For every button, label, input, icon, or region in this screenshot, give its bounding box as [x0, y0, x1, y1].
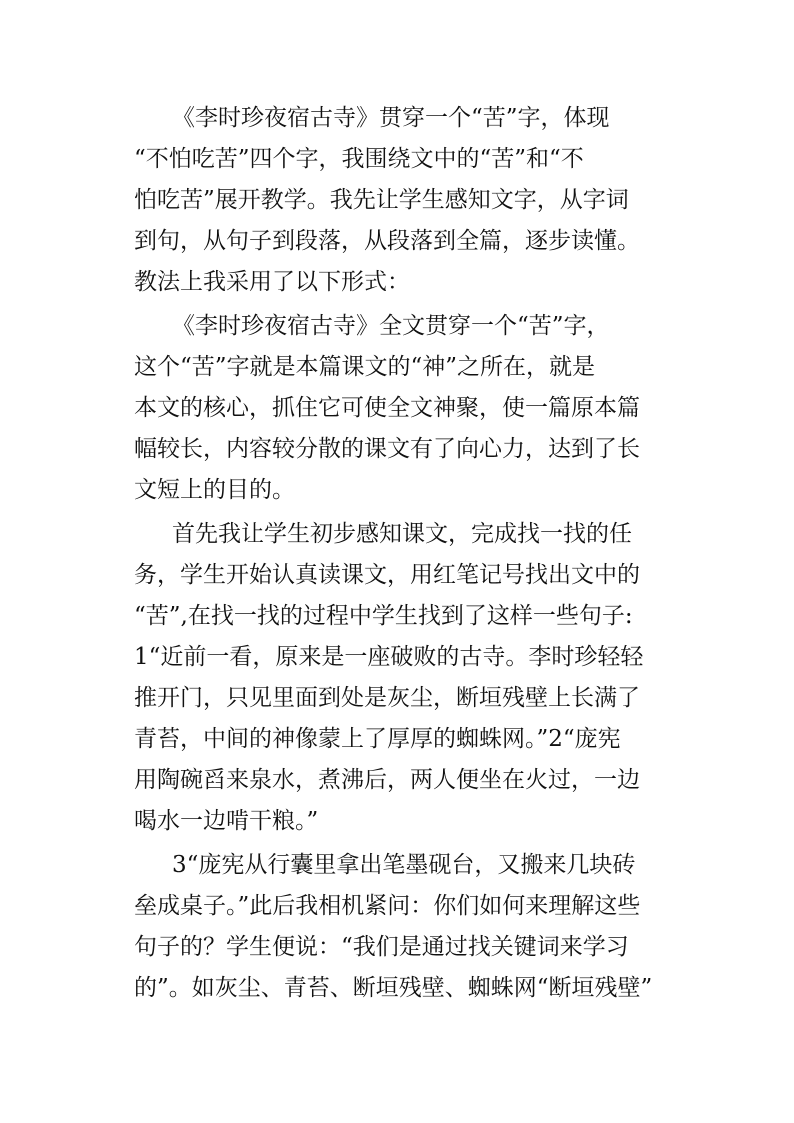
paragraph-1-line-2: “不怕吃苦”四个字，我围绕文中的“苦”和“不 — [134, 146, 584, 172]
paragraph-2-line-2: 这个“苦”字就是本篇课文的“神”之所在，就是 — [134, 354, 596, 380]
paragraph-3-line-6: 青苔，中间的神像蒙上了厚厚的蜘蛛网。”2“庞宪 — [134, 726, 621, 752]
paragraph-4-line-3: 句子的？学生便说：“我们是通过找关键词来学习 — [134, 934, 629, 960]
paragraph-3-line-3: “苦”,在找一找的过程中学生找到了这样一些句子: — [134, 603, 633, 629]
paragraph-4-line-1: 3“庞宪从行囊里拿出笔墨砚台，又搬来几块砖 — [172, 852, 636, 878]
paragraph-1-line-1: 《李时珍夜宿古寺》贯穿一个“苦”字，体现 — [172, 105, 610, 131]
paragraph-1-line-3: 怕吃苦”展开教学。我先让学生感知文字，从字词 — [134, 187, 629, 213]
paragraph-1-line-4: 到句，从句子到段落，从段落到全篇，逐步读懂。 — [134, 228, 640, 254]
paragraph-3-line-1: 首先我让学生初步感知课文，完成找一找的任 — [172, 521, 632, 547]
paragraph-2-line-3: 本文的核心，抓住它可使全文神聚，使一篇原本篇 — [134, 395, 640, 421]
paragraph-3-line-7: 用陶碗舀来泉水，煮沸后，两人便坐在火过，一边 — [134, 767, 640, 793]
paragraph-1-line-5: 教法上我采用了以下形式： — [134, 269, 410, 295]
paragraph-3-line-8: 喝水一边啃干粮。” — [134, 808, 319, 834]
paragraph-4-line-4: 的”。如灰尘、青苔、断垣残壁、蜘蛛网“断垣残壁” — [134, 975, 653, 1001]
paragraph-2-line-4: 幅较长，内容较分散的课文有了向心力，达到了长 — [134, 436, 640, 462]
paragraph-2-line-5: 文短上的目的。 — [134, 477, 295, 503]
paragraph-3-line-5: 推开门，只见里面到处是灰尘，断垣残壁上长满了 — [134, 685, 640, 711]
paragraph-2-line-1: 《李时珍夜宿古寺》全文贯穿一个“苦”字， — [172, 313, 610, 339]
paragraph-3-line-2: 务，学生开始认真读课文，用红笔记号找出文中的 — [134, 562, 640, 588]
paragraph-3-line-4: 1“近前一看，原来是一座破败的古寺。李时珍轻轻 — [134, 644, 644, 670]
paragraph-4-line-2: 垒成桌子。”此后我相机紧问：你们如何来理解这些 — [134, 893, 641, 919]
